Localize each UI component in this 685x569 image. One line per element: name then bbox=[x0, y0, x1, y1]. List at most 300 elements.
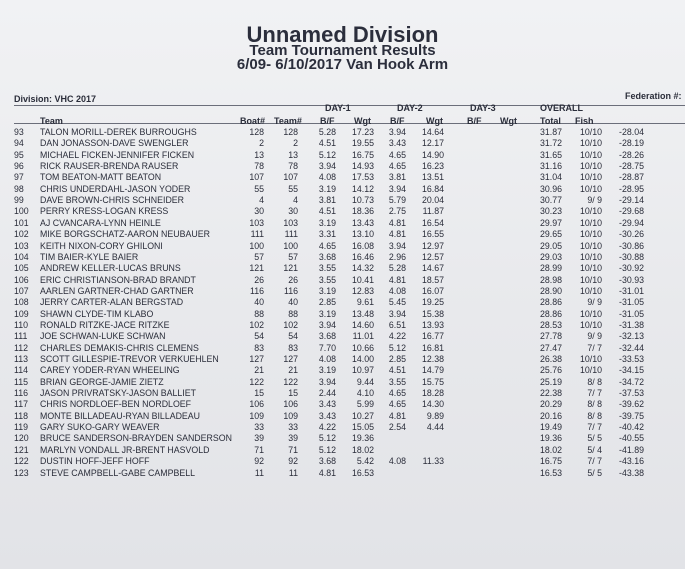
place-cell: 98 bbox=[14, 183, 24, 194]
fish-cell: 10/10 bbox=[579, 217, 602, 228]
place-cell: 109 bbox=[14, 308, 29, 319]
total-header: Total bbox=[540, 116, 561, 126]
points-behind-cell: -32.13 bbox=[619, 331, 644, 342]
team-number-cell: 40 bbox=[288, 297, 298, 308]
team-number-cell: 111 bbox=[284, 229, 298, 240]
team-name-cell: RONALD RITZKE-JACE RITZKE bbox=[40, 319, 170, 330]
total-cell: 30.23 bbox=[539, 206, 562, 217]
table-row bbox=[0, 205, 685, 217]
day1-bf-cell: 3.94 bbox=[318, 376, 336, 387]
boat-cell: 57 bbox=[254, 251, 264, 262]
points-behind-cell: -34.72 bbox=[619, 376, 644, 387]
team-number-cell: 88 bbox=[288, 308, 298, 319]
fish-cell: 9/ 9 bbox=[587, 297, 602, 308]
event-dates: 6/09- 6/10/2017 Van Hook Arm bbox=[236, 56, 449, 73]
day1-bf-cell: 5.28 bbox=[318, 127, 336, 137]
day1-wgt-cell: 14.93 bbox=[351, 161, 374, 172]
points-behind-cell: -28.95 bbox=[619, 183, 644, 194]
points-behind-cell: -39.62 bbox=[619, 399, 644, 410]
day1-wgt-cell: 9.44 bbox=[356, 376, 374, 387]
team-name-cell: TOM BEATON-MATT BEATON bbox=[40, 172, 162, 183]
boat-cell: 4 bbox=[259, 195, 264, 206]
boat-cell: 78 bbox=[254, 161, 264, 172]
day2-bf-cell: 5.79 bbox=[388, 195, 406, 206]
table-row bbox=[0, 126, 685, 138]
fish-header: Fish bbox=[575, 116, 594, 126]
day1-wgt-cell: 14.60 bbox=[351, 319, 374, 330]
team-name-cell: BRUCE SANDERSON-BRAYDEN SANDERSON bbox=[40, 433, 232, 444]
day1-wgt-cell: 16.53 bbox=[351, 467, 374, 478]
day1-wgt-cell: 14.32 bbox=[351, 263, 374, 274]
day1-bf-cell: 3.68 bbox=[318, 251, 336, 262]
day1-wgt-cell: 11.01 bbox=[352, 331, 374, 342]
team-number-cell: 121 bbox=[283, 263, 298, 274]
boat-cell: 33 bbox=[254, 422, 264, 433]
total-cell: 28.53 bbox=[539, 319, 562, 330]
boat-cell: 21 bbox=[254, 365, 264, 376]
points-behind-cell: -30.86 bbox=[619, 240, 644, 251]
boat-cell: 100 bbox=[249, 240, 264, 251]
day2-wgt-cell: 15.75 bbox=[421, 376, 444, 387]
team-number-cell: 55 bbox=[288, 183, 298, 194]
total-cell: 28.86 bbox=[539, 308, 562, 319]
day1-wgt-cell: 14.12 bbox=[351, 183, 374, 194]
day1-bf-cell: 3.31 bbox=[318, 229, 336, 240]
fish-cell: 10/10 bbox=[579, 319, 602, 330]
day2-wgt-cell: 13.93 bbox=[421, 319, 444, 330]
day1-wgt-cell: 17.23 bbox=[351, 127, 374, 137]
day1-wgt-cell: 9.61 bbox=[356, 297, 374, 308]
total-cell: 25.76 bbox=[539, 365, 562, 376]
team-number-cell: 4 bbox=[293, 195, 298, 206]
table-row bbox=[0, 149, 685, 161]
day2-bf-cell: 3.81 bbox=[388, 172, 406, 183]
table-row bbox=[0, 251, 685, 263]
place-cell: 114 bbox=[14, 365, 29, 376]
total-cell: 19.49 bbox=[539, 422, 562, 433]
day1-bf-cell: 5.12 bbox=[318, 433, 336, 444]
fish-cell: 10/10 bbox=[579, 206, 602, 217]
division-title: Unnamed Division bbox=[246, 22, 439, 47]
day2-wgt-header: Wgt bbox=[426, 116, 443, 126]
day2-wgt-cell: 16.54 bbox=[421, 217, 444, 228]
fish-cell: 10/10 bbox=[579, 240, 602, 251]
day3-bf-header: B/F bbox=[467, 116, 482, 126]
points-behind-cell: -29.14 bbox=[619, 195, 644, 206]
day2-wgt-cell: 14.90 bbox=[421, 149, 444, 160]
team-number-cell: 83 bbox=[288, 342, 298, 353]
day2-bf-cell: 3.94 bbox=[388, 127, 406, 137]
total-cell: 16.75 bbox=[539, 456, 562, 467]
fish-cell: 10/10 bbox=[579, 127, 602, 137]
place-cell: 96 bbox=[14, 161, 24, 172]
team-number-cell: 122 bbox=[283, 376, 298, 387]
table-row bbox=[0, 364, 685, 376]
day1-bf-cell: 7.70 bbox=[318, 342, 336, 353]
day2-wgt-cell: 16.84 bbox=[421, 183, 444, 194]
table-row bbox=[0, 467, 685, 479]
day1-bf-cell: 5.12 bbox=[318, 444, 336, 455]
team-number-cell: 127 bbox=[283, 354, 298, 364]
day1-bf-cell: 2.44 bbox=[318, 388, 336, 399]
team-number-cell: 39 bbox=[288, 433, 298, 444]
team-name-cell: AJ CVANCARA-LYNN HEINLE bbox=[40, 217, 161, 228]
boat-cell: 121 bbox=[249, 263, 264, 274]
day1-bf-cell: 3.43 bbox=[318, 399, 336, 410]
day1-bf-cell: 3.19 bbox=[318, 308, 336, 319]
table-row bbox=[0, 274, 685, 286]
fish-cell: 10/10 bbox=[579, 274, 602, 285]
team-name-cell: DUSTIN HOFF-JEFF HOFF bbox=[40, 456, 150, 467]
table-row bbox=[0, 410, 685, 422]
team-name-cell: GARY SUKO-GARY WEAVER bbox=[40, 422, 160, 433]
boat-cell: 111 bbox=[250, 229, 264, 240]
table-row bbox=[0, 432, 685, 444]
points-behind-cell: -33.53 bbox=[619, 354, 644, 364]
fish-cell: 9/ 9 bbox=[587, 195, 602, 206]
place-cell: 120 bbox=[14, 433, 29, 444]
day2-bf-cell: 6.51 bbox=[388, 319, 406, 330]
team-name-cell: SHAWN CLYDE-TIM KLABO bbox=[40, 308, 154, 319]
total-cell: 31.87 bbox=[539, 127, 562, 137]
day1-wgt-cell: 18.36 bbox=[351, 206, 374, 217]
day2-bf-cell: 2.75 bbox=[388, 206, 406, 217]
day2-bf-cell: 4.65 bbox=[388, 149, 406, 160]
fish-cell: 10/10 bbox=[579, 365, 602, 376]
team-name-cell: STEVE CAMPBELL-GABE CAMPBELL bbox=[40, 467, 195, 478]
fish-cell: 8/ 8 bbox=[587, 410, 602, 421]
table-row bbox=[0, 308, 685, 320]
day1-wgt-cell: 10.97 bbox=[351, 365, 374, 376]
table-row bbox=[0, 342, 685, 354]
team-number-cell: 78 bbox=[288, 161, 298, 172]
team-name-cell: ANDREW KELLER-LUCAS BRUNS bbox=[40, 263, 181, 274]
day2-bf-cell: 3.55 bbox=[388, 376, 406, 387]
place-cell: 107 bbox=[14, 285, 29, 296]
day2-bf-cell: 5.28 bbox=[388, 263, 406, 274]
team-name-cell: JOE SCHWAN-LUKE SCHWAN bbox=[40, 331, 166, 342]
day2-wgt-cell: 12.38 bbox=[421, 354, 444, 364]
place-cell: 105 bbox=[14, 263, 29, 274]
day2-wgt-cell: 14.67 bbox=[421, 263, 444, 274]
place-cell: 95 bbox=[14, 149, 24, 160]
team-name-cell: CAREY YODER-RYAN WHEELING bbox=[40, 365, 180, 376]
day1-bf-header: B/F bbox=[320, 116, 335, 126]
day1-wgt-cell: 10.66 bbox=[351, 342, 374, 353]
team-name-cell: MIKE BORGSCHATZ-AARON NEUBAUER bbox=[40, 229, 210, 240]
team-number-cell: 57 bbox=[288, 251, 298, 262]
day1-bf-cell: 4.08 bbox=[318, 172, 336, 183]
day2-bf-cell: 4.22 bbox=[388, 331, 406, 342]
total-cell: 18.02 bbox=[539, 444, 562, 455]
team-number-cell: 102 bbox=[283, 319, 298, 330]
total-cell: 20.29 bbox=[539, 399, 562, 410]
table-row bbox=[0, 228, 685, 240]
day1-bf-cell: 4.81 bbox=[318, 467, 336, 478]
day1-bf-cell: 4.51 bbox=[318, 138, 336, 149]
day2-bf-cell: 4.65 bbox=[388, 388, 406, 399]
team-number-cell: 100 bbox=[283, 240, 298, 251]
day2-bf-cell: 2.54 bbox=[388, 422, 406, 433]
fish-cell: 10/10 bbox=[579, 138, 602, 149]
points-behind-cell: -28.87 bbox=[619, 172, 644, 183]
table-row bbox=[0, 330, 685, 342]
team-number-cell: 11 bbox=[288, 467, 298, 478]
day2-bf-cell: 4.65 bbox=[388, 399, 406, 410]
day2-wgt-cell: 14.64 bbox=[421, 127, 444, 137]
fish-cell: 10/10 bbox=[579, 285, 602, 296]
team-name-cell: MONTE BILLADEAU-RYAN BILLADEAU bbox=[40, 410, 201, 421]
table-row bbox=[0, 353, 685, 365]
team-number-cell: 107 bbox=[283, 172, 298, 183]
boat-cell: 54 bbox=[254, 331, 264, 342]
day2-wgt-cell: 16.77 bbox=[421, 331, 444, 342]
total-cell: 27.47 bbox=[539, 342, 562, 353]
boat-cell: 71 bbox=[254, 444, 264, 455]
day2-wgt-cell: 4.44 bbox=[426, 422, 444, 433]
points-behind-cell: -30.88 bbox=[619, 251, 644, 262]
day1-bf-cell: 3.43 bbox=[318, 410, 336, 421]
table-row bbox=[0, 171, 685, 183]
day2-bf-cell: 4.08 bbox=[388, 456, 406, 467]
day1-wgt-header: Wgt bbox=[354, 116, 371, 126]
team-name-cell: JASON PRIVRATSKY-JASON BALLIET bbox=[40, 388, 196, 399]
table-row bbox=[0, 421, 685, 433]
day1-bf-cell: 3.19 bbox=[318, 365, 336, 376]
boat-cell: 106 bbox=[249, 399, 264, 410]
day1-bf-cell: 3.68 bbox=[318, 331, 336, 342]
day1-bf-cell: 3.19 bbox=[318, 217, 336, 228]
fish-cell: 10/10 bbox=[579, 308, 602, 319]
table-row bbox=[0, 376, 685, 388]
day2-bf-cell: 3.94 bbox=[388, 240, 406, 251]
team-header: Team bbox=[40, 116, 63, 126]
boat-cell: 116 bbox=[249, 285, 264, 296]
boat-cell: 92 bbox=[254, 456, 264, 467]
team-name-cell: RICK RAUSER-BRENDA RAUSER bbox=[40, 161, 179, 172]
total-cell: 31.04 bbox=[539, 172, 562, 183]
team-number-cell: 128 bbox=[283, 127, 298, 137]
day2-bf-cell: 3.94 bbox=[388, 183, 406, 194]
boat-cell: 107 bbox=[249, 172, 264, 183]
points-behind-cell: -31.05 bbox=[619, 297, 644, 308]
boat-cell: 102 bbox=[249, 319, 264, 330]
total-cell: 28.90 bbox=[539, 285, 562, 296]
total-cell: 29.05 bbox=[539, 240, 562, 251]
day1-wgt-cell: 10.41 bbox=[351, 274, 374, 285]
fish-cell: 5/ 4 bbox=[587, 444, 602, 455]
team-name-cell: SCOTT GILLESPIE-TREVOR VERKUEHLEN bbox=[40, 354, 219, 364]
boat-cell: 39 bbox=[254, 433, 264, 444]
place-cell: 108 bbox=[14, 297, 29, 308]
boat-cell: 40 bbox=[254, 297, 264, 308]
boat-cell: 11 bbox=[254, 467, 264, 478]
points-behind-cell: -31.05 bbox=[619, 308, 644, 319]
report-subtitle: Team Tournament Results bbox=[249, 42, 436, 59]
day1-bf-cell: 3.19 bbox=[318, 285, 336, 296]
day2-wgt-cell: 20.04 bbox=[421, 195, 444, 206]
day1-bf-cell: 4.22 bbox=[318, 422, 336, 433]
place-cell: 122 bbox=[14, 456, 29, 467]
day2-bf-cell: 4.08 bbox=[388, 285, 406, 296]
total-cell: 28.99 bbox=[539, 263, 562, 274]
day1-bf-cell: 3.94 bbox=[318, 319, 336, 330]
day2-bf-cell: 5.45 bbox=[388, 297, 406, 308]
total-cell: 31.72 bbox=[539, 138, 562, 149]
place-cell: 104 bbox=[14, 251, 29, 262]
team-number-cell: 106 bbox=[283, 399, 298, 410]
fish-cell: 5/ 5 bbox=[587, 467, 602, 478]
day1-wgt-cell: 13.10 bbox=[351, 229, 374, 240]
boat-cell: 26 bbox=[254, 274, 264, 285]
fish-cell: 10/10 bbox=[579, 149, 602, 160]
place-cell: 121 bbox=[14, 444, 29, 455]
points-behind-cell: -43.38 bbox=[619, 467, 644, 478]
team-name-cell: PERRY KRESS-LOGAN KRESS bbox=[40, 206, 169, 217]
points-behind-cell: -39.75 bbox=[619, 410, 644, 421]
day2-header: DAY-2 bbox=[397, 103, 423, 113]
day2-wgt-cell: 12.97 bbox=[421, 240, 444, 251]
team-name-cell: CHRIS UNDERDAHL-JASON YODER bbox=[40, 183, 191, 194]
place-cell: 115 bbox=[14, 376, 29, 387]
total-cell: 27.78 bbox=[539, 331, 562, 342]
day2-bf-cell: 3.94 bbox=[388, 308, 406, 319]
boat-cell: 2 bbox=[259, 138, 264, 149]
boat-cell: 55 bbox=[254, 183, 264, 194]
day1-wgt-cell: 13.48 bbox=[351, 308, 374, 319]
table-row bbox=[0, 240, 685, 252]
fish-cell: 8/ 8 bbox=[587, 399, 602, 410]
table-row bbox=[0, 160, 685, 172]
table-row bbox=[0, 296, 685, 308]
team-number-cell: 15 bbox=[288, 388, 298, 399]
team-number-cell: 54 bbox=[288, 331, 298, 342]
team-name-cell: TALON MORILL-DEREK BURROUGHS bbox=[40, 127, 197, 137]
day3-wgt-header: Wgt bbox=[500, 116, 517, 126]
fish-cell: 7/ 7 bbox=[587, 422, 602, 433]
place-cell: 94 bbox=[14, 138, 24, 149]
boat-cell: 109 bbox=[249, 410, 264, 421]
day2-bf-cell: 4.81 bbox=[388, 410, 406, 421]
points-behind-cell: -28.19 bbox=[619, 138, 644, 149]
day2-wgt-cell: 16.81 bbox=[421, 342, 444, 353]
day2-wgt-cell: 13.51 bbox=[421, 172, 444, 183]
team-number-cell: 33 bbox=[288, 422, 298, 433]
boat-cell: 127 bbox=[249, 354, 264, 364]
total-cell: 30.96 bbox=[539, 183, 562, 194]
fish-cell: 7/ 7 bbox=[587, 456, 602, 467]
boat-cell: 83 bbox=[254, 342, 264, 353]
place-cell: 116 bbox=[14, 388, 29, 399]
day1-bf-cell: 4.08 bbox=[318, 354, 336, 364]
place-cell: 106 bbox=[14, 274, 29, 285]
day1-wgt-cell: 18.02 bbox=[351, 444, 374, 455]
points-behind-cell: -29.94 bbox=[619, 217, 644, 228]
day3-header: DAY-3 bbox=[470, 103, 496, 113]
day1-bf-cell: 5.12 bbox=[318, 149, 336, 160]
day2-bf-cell: 4.81 bbox=[388, 274, 406, 285]
team-number-cell: 109 bbox=[283, 410, 298, 421]
day2-wgt-cell: 18.57 bbox=[421, 274, 444, 285]
place-cell: 102 bbox=[14, 229, 29, 240]
team-number-cell: 103 bbox=[283, 217, 298, 228]
day2-wgt-cell: 14.30 bbox=[421, 399, 444, 410]
day1-bf-cell: 4.51 bbox=[318, 206, 336, 217]
place-cell: 110 bbox=[14, 319, 29, 330]
day2-bf-cell: 4.51 bbox=[388, 365, 406, 376]
place-cell: 103 bbox=[14, 240, 29, 251]
total-cell: 28.98 bbox=[539, 274, 562, 285]
day2-bf-header: B/F bbox=[390, 116, 405, 126]
day2-bf-cell: 3.43 bbox=[388, 138, 406, 149]
table-row bbox=[0, 137, 685, 149]
boat-cell: 15 bbox=[254, 388, 264, 399]
place-cell: 117 bbox=[14, 399, 29, 410]
day2-wgt-cell: 11.87 bbox=[422, 206, 444, 217]
team-name-cell: CHARLES DEMAKIS-CHRIS CLEMENS bbox=[40, 342, 199, 353]
day2-wgt-cell: 16.07 bbox=[421, 285, 444, 296]
table-row bbox=[0, 217, 685, 229]
total-cell: 30.77 bbox=[539, 195, 562, 206]
points-behind-cell: -40.55 bbox=[619, 433, 644, 444]
fish-cell: 10/10 bbox=[579, 183, 602, 194]
team-name-cell: ERIC CHRISTIANSON-BRAD BRANDT bbox=[40, 274, 196, 285]
team-number-cell: 26 bbox=[288, 274, 298, 285]
day1-wgt-cell: 12.83 bbox=[351, 285, 374, 296]
day2-wgt-cell: 12.17 bbox=[421, 138, 444, 149]
team-number-cell: 116 bbox=[283, 285, 298, 296]
table-row bbox=[0, 183, 685, 195]
total-cell: 22.38 bbox=[539, 388, 562, 399]
team-number-cell: 21 bbox=[288, 365, 298, 376]
day1-wgt-cell: 16.75 bbox=[351, 149, 374, 160]
points-behind-cell: -34.15 bbox=[619, 365, 644, 376]
boat-header: Boat# bbox=[240, 116, 266, 126]
points-behind-cell: -28.04 bbox=[619, 127, 644, 137]
day2-wgt-cell: 12.57 bbox=[421, 251, 444, 262]
points-behind-cell: -32.44 bbox=[619, 342, 644, 353]
team-number-cell: 2 bbox=[293, 138, 298, 149]
day1-wgt-cell: 19.55 bbox=[351, 138, 374, 149]
fish-cell: 10/10 bbox=[579, 251, 602, 262]
place-cell: 113 bbox=[14, 354, 29, 364]
day2-bf-cell: 2.96 bbox=[388, 251, 406, 262]
place-cell: 111 bbox=[14, 331, 28, 342]
total-cell: 31.16 bbox=[539, 161, 562, 172]
total-cell: 26.38 bbox=[539, 354, 562, 364]
day1-wgt-cell: 10.27 bbox=[351, 410, 374, 421]
day1-bf-cell: 3.55 bbox=[318, 274, 336, 285]
day2-bf-cell: 4.65 bbox=[388, 161, 406, 172]
day1-bf-cell: 4.65 bbox=[318, 240, 336, 251]
place-cell: 99 bbox=[14, 195, 24, 206]
team-name-cell: MARLYN VONDALL JR-BRENT HASVOLD bbox=[40, 444, 210, 455]
day2-bf-cell: 4.81 bbox=[388, 229, 406, 240]
total-cell: 16.53 bbox=[539, 467, 562, 478]
team-name-cell: JERRY CARTER-ALAN BERGSTAD bbox=[40, 297, 184, 308]
table-row bbox=[0, 398, 685, 410]
day1-wgt-cell: 19.36 bbox=[351, 433, 374, 444]
fish-cell: 10/10 bbox=[579, 354, 602, 364]
table-row bbox=[0, 387, 685, 399]
points-behind-cell: -43.16 bbox=[619, 456, 644, 467]
team-name-cell: MICHAEL FICKEN-JENNIFER FICKEN bbox=[40, 149, 195, 160]
place-cell: 118 bbox=[14, 410, 29, 421]
federation-label: Federation #: bbox=[625, 91, 682, 101]
points-behind-cell: -29.68 bbox=[619, 206, 644, 217]
table-row bbox=[0, 444, 685, 456]
overall-header: OVERALL bbox=[540, 103, 584, 113]
